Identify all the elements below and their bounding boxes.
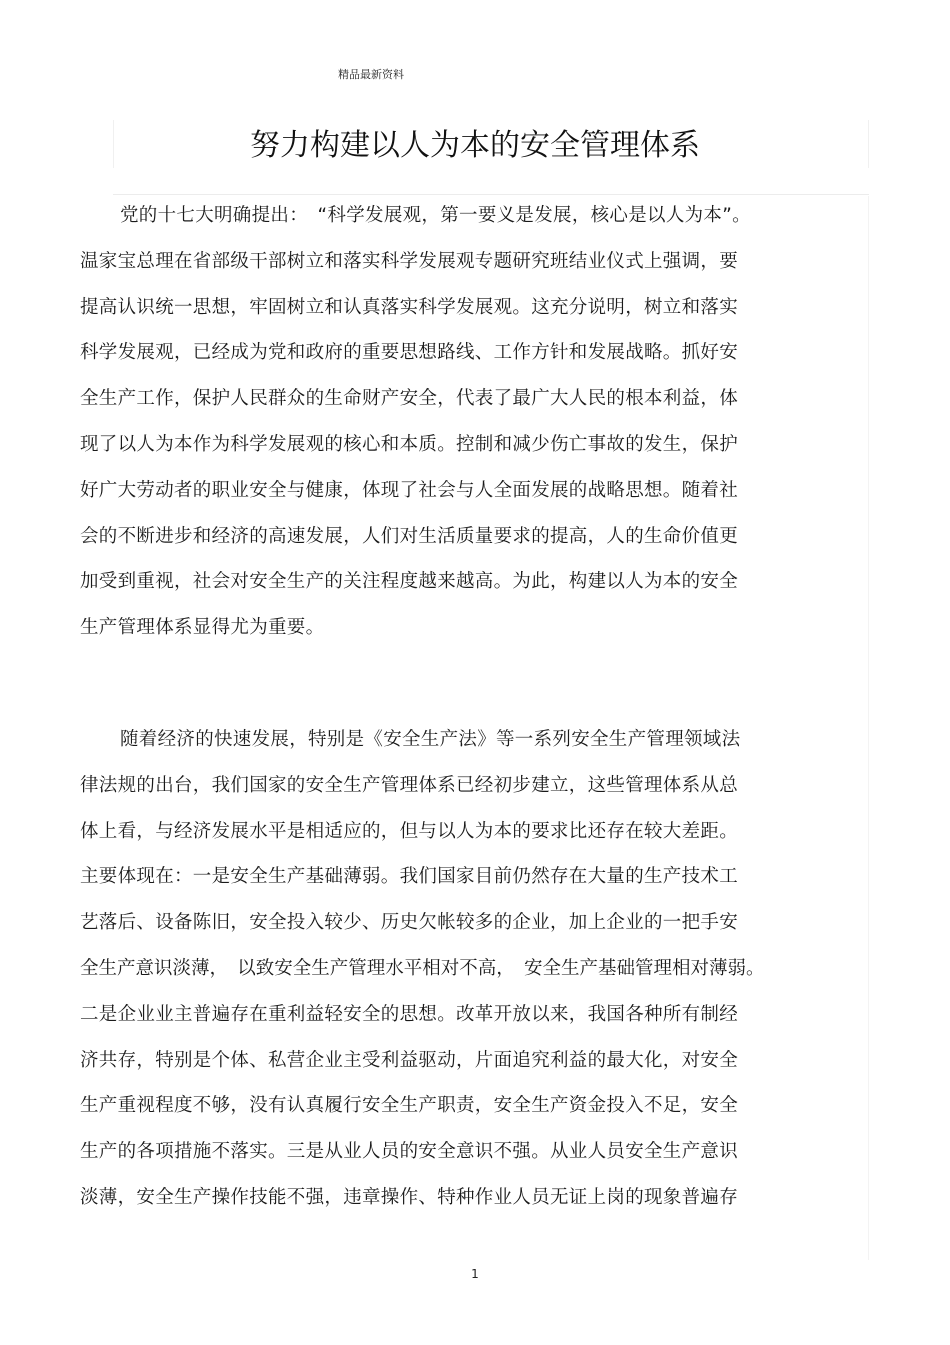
- page-number: 1: [471, 1267, 479, 1281]
- paragraph-line: 生产的各项措施不落实。三是从业人员的安全意识不强。从业人员安全生产意识: [80, 1141, 739, 1163]
- paragraph-line: 现了以人为本作为科学发展观的核心和本质。控制和减少伤亡事故的发生，保护: [80, 433, 739, 455]
- paragraph-line: 温家宝总理在省部级干部树立和落实科学发展观专题研究班结业仪式上强调，要: [80, 250, 739, 272]
- header-note: 精品最新资料: [338, 68, 404, 81]
- body-border-right: [868, 196, 869, 1260]
- paragraph-line: 律法规的出台，我们国家的安全生产管理体系已经初步建立，这些管理体系从总: [80, 774, 739, 796]
- paragraph-line: 随着经济的快速发展，特别是《安全生产法》等一系列安全生产管理领域法: [120, 729, 741, 750]
- paragraph-line: 加受到重视，社会对安全生产的关注程度越来越高。为此，构建以人为本的安全: [80, 571, 739, 593]
- paragraph-line: 主要体现在：一是安全生产基础薄弱。我们国家目前仍然存在大量的生产技术工: [80, 866, 739, 888]
- paragraph-line: 二是企业业主普遍存在重利益轻安全的思想。改革开放以来，我国各种所有制经: [80, 1003, 739, 1025]
- paragraph-line: 会的不断进步和经济的高速发展，人们对生活质量要求的提高，人的生命价值更: [80, 525, 739, 547]
- paragraph-line: 济共存，特别是个体、私营企业主受利益驱动，片面追究利益的最大化，对安全: [80, 1049, 739, 1071]
- paragraph-line: 淡薄，安全生产操作技能不强，违章操作、特种作业人员无证上岗的现象普遍存: [80, 1186, 739, 1208]
- paragraph-line: 体上看，与经济发展水平是相适应的，但与以人为本的要求比还存在较大差距。: [80, 820, 739, 842]
- document-title: 努力构建以人为本的安全管理体系: [250, 128, 700, 163]
- paragraph-line: 艺落后、设备陈旧，安全投入较少、历史欠帐较多的企业，加上企业的一把手安: [80, 912, 739, 934]
- paragraph-2: [80, 717, 820, 1221]
- paragraph-line: 党的十七大明确提出： “科学发展观，第一要义是发展，核心是以人为本”。: [120, 205, 751, 226]
- paragraph-1: [80, 193, 820, 651]
- paragraph-line: 生产重视程度不够，没有认真履行安全生产职责，安全生产资金投入不足，安全: [80, 1095, 739, 1117]
- paragraph-line: 科学发展观，已经成为党和政府的重要思想路线、工作方针和发展战略。抓好安: [80, 342, 739, 364]
- paragraph-line: 好广大劳动者的职业安全与健康，体现了社会与人全面发展的战略思想。随着社: [80, 479, 739, 501]
- paragraph-line: 生产管理体系显得尤为重要。: [80, 617, 325, 639]
- paragraph-line: 提高认识统一思想，牢固树立和认真落实科学发展观。这充分说明，树立和落实: [80, 296, 739, 318]
- paragraph-line: 全生产意识淡薄， 以致安全生产管理水平相对不高， 安全生产基础管理相对薄弱。: [80, 957, 765, 979]
- paragraph-line: 全生产工作，保护人民群众的生命财产安全，代表了最广大人民的根本利益，体: [80, 388, 739, 410]
